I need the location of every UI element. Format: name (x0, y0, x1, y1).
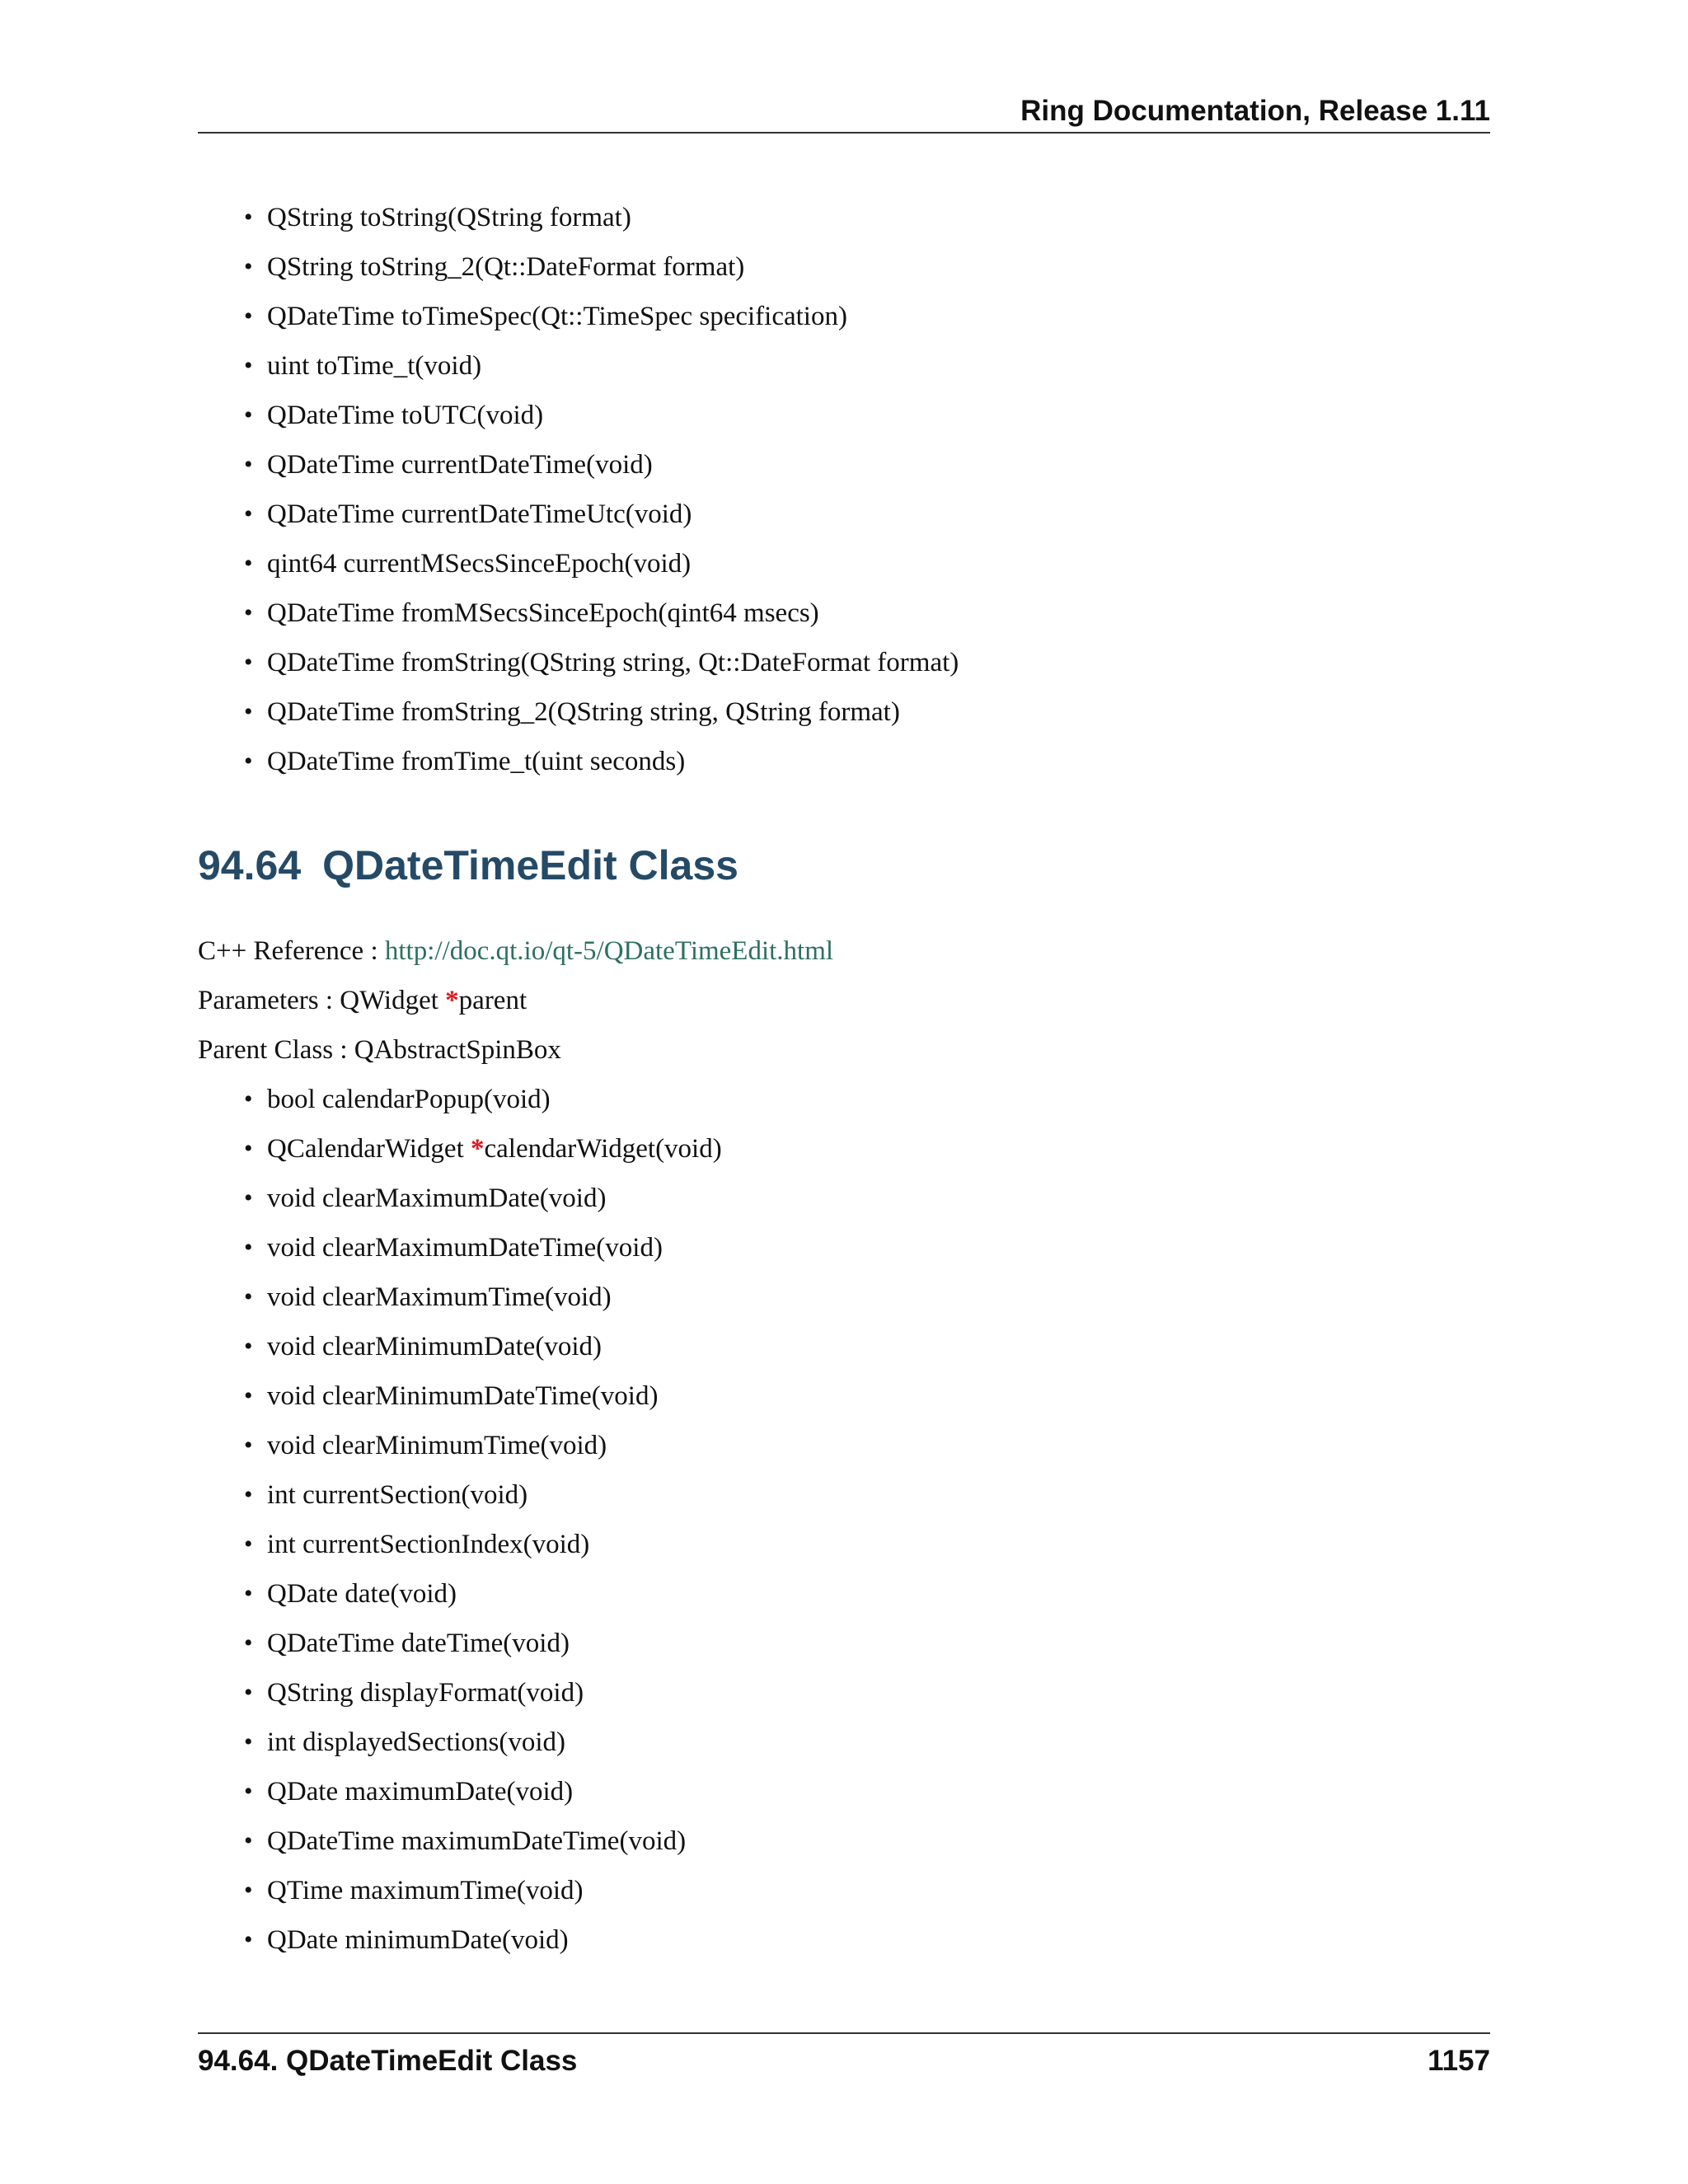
page-number: 1157 (1428, 2045, 1490, 2077)
parent-class: Parent Class : QAbstractSpinBox (198, 1035, 561, 1065)
pointer-star: * (445, 986, 459, 1015)
list-item: • QDateTime fromString_2(QString string, QString format) (244, 687, 959, 737)
section-number: 94.64 (198, 842, 302, 888)
reference-link[interactable]: http://doc.qt.io/qt-5/QDateTimeEdit.html (384, 936, 834, 966)
list-item: • QDateTime toUTC(void) (244, 391, 959, 440)
list-item: • bool calendarPopup(void) (244, 1075, 722, 1124)
section-title: QDateTimeEdit Class (322, 842, 738, 888)
parameters-value: parent (458, 986, 528, 1015)
list-item: • QDate minimumDate(void) (244, 1915, 722, 1965)
list-item: • QString displayFormat(void) (244, 1668, 722, 1718)
section-heading (198, 832, 738, 898)
list-item: • int currentSection(void) (244, 1470, 722, 1520)
page-header (198, 92, 1490, 134)
document-title: Ring Documentation, Release 1.11 (1020, 95, 1490, 127)
list-item: • void clearMinimumDate(void) (244, 1322, 722, 1371)
method-name: calendarWidget(void) (484, 1134, 722, 1164)
reference-label: C++ Reference : (198, 936, 385, 966)
list-item: • uint toTime_t(void) (244, 341, 959, 391)
list-item: • QDateTime fromMSecsSinceEpoch(qint64 msecs) (244, 588, 959, 638)
return-type: QCalendarWidget (267, 1134, 471, 1164)
page-footer (198, 2032, 1490, 2083)
list-item: • QString toString(QString format) (244, 193, 959, 242)
list-item: • QDate date(void) (244, 1569, 722, 1619)
list-item: • void clearMinimumDateTime(void) (244, 1371, 722, 1421)
list-item: • QDateTime maximumDateTime(void) (244, 1816, 722, 1866)
list-item: • QTime maximumTime(void) (244, 1866, 722, 1915)
list-item: • QDateTime currentDateTimeUtc(void) (244, 490, 959, 539)
list-item: • int displayedSections(void) (244, 1718, 722, 1767)
list-item: • void clearMaximumTime(void) (244, 1272, 722, 1322)
parameters (198, 976, 527, 1025)
footer-section: 94.64. QDateTimeEdit Class (198, 2045, 578, 2077)
list-item: • QDateTime fromString(QString string, Qt::DateFormat format) (244, 638, 959, 687)
parameters-label: Parameters : QWidget (198, 986, 446, 1015)
cpp-reference (198, 926, 833, 976)
list-item: • QDateTime currentDateTime(void) (244, 440, 959, 490)
pointer-star: * (471, 1134, 485, 1164)
list-item: • QDate maximumDate(void) (244, 1767, 722, 1816)
list-item (244, 1124, 722, 1174)
list-item: • QString toString_2(Qt::DateFormat format) (244, 242, 959, 292)
list-item: • qint64 currentMSecsSinceEpoch(void) (244, 539, 959, 588)
list-item: • QDateTime toTimeSpec(Qt::TimeSpec specification) (244, 292, 959, 341)
list-item: • int currentSectionIndex(void) (244, 1520, 722, 1569)
list-item: • QDateTime dateTime(void) (244, 1619, 722, 1668)
method-list-top (244, 193, 959, 786)
list-item: • QDateTime fromTime_t(uint seconds) (244, 737, 959, 786)
method-list-bottom (244, 1075, 722, 1965)
list-item: • void clearMinimumTime(void) (244, 1421, 722, 1470)
list-item: • void clearMaximumDate(void) (244, 1174, 722, 1223)
list-item: • void clearMaximumDateTime(void) (244, 1223, 722, 1272)
